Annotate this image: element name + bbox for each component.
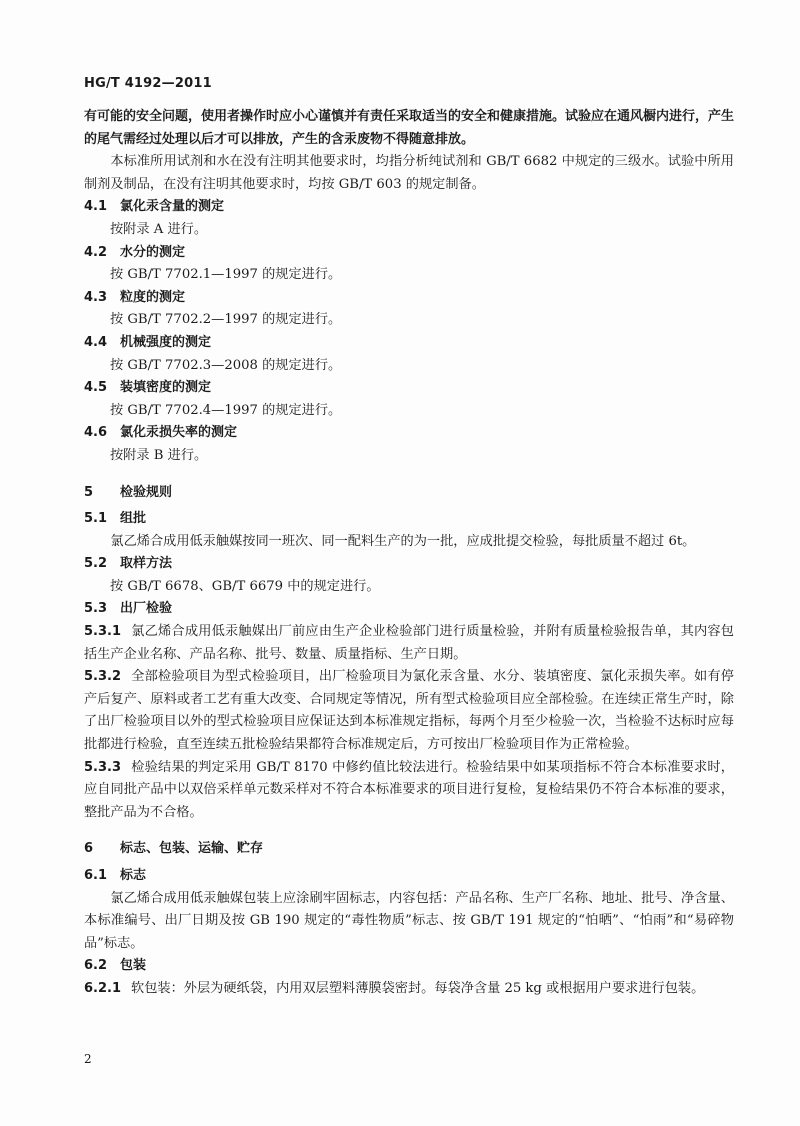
test-section-4-3 — [84, 287, 734, 332]
section-6-2-heading — [84, 955, 734, 978]
section-6-1-heading — [84, 865, 734, 888]
section-title: 出厂检验 — [120, 601, 173, 617]
test-section-4-4 — [84, 332, 734, 377]
section-number: 4.5 — [84, 380, 108, 396]
section-5-1-body: 氯乙烯合成用低汞触媒按同一班次、同一配料生产的为一批，应成批提交检验，每批质量不超过 6t。 — [110, 533, 696, 549]
section-5-2-body: 按 GB/T 6678、GB/T 6679 中的规定进行。 — [110, 578, 380, 594]
chapter-title: 标志、包装、运输、贮存 — [120, 841, 264, 857]
clause-text: 检验结果的判定采用 GB/T 8170 中修约值比较法进行。检验结果中如某项指标不符合本标准要求时，应自同批产品中以双倍采样单元数采样对不符合本标准要求的项目进行复检，复检结果仍不符合本标准的要求，整批产品为不合格。 — [84, 759, 734, 820]
section-body: 按 GB/T 7702.3—2008 的规定进行。 — [110, 357, 342, 373]
reagent-paragraph: 本标准所用试剂和水在没有注明其他要求时，均指分析纯试剂和 GB/T 6682 中规定的三级水。试验中所用制剂及制品，在没有注明其他要求时，均按 GB/T 603 的规定制备。 — [84, 154, 734, 192]
clause-number: 5.3.1 — [84, 624, 122, 640]
safety-paragraph: 有可能的安全问题，使用者操作时应小心谨慎并有责任采取适当的安全和健康措施。试验应在通风橱内进行，产生的尾气需经过处理以后才可以排放，产生的含汞废物不得随意排放。 — [84, 109, 735, 147]
section-title: 装填密度的测定 — [120, 380, 212, 396]
page-number: 2 — [84, 1052, 92, 1066]
test-section-4-1 — [84, 196, 734, 241]
section-number: 5.2 — [84, 556, 108, 572]
chapter-5-heading — [84, 482, 734, 505]
clause-number: 5.3.3 — [84, 759, 122, 775]
section-number: 6.1 — [84, 868, 108, 883]
clause-5-3-2 — [84, 666, 734, 756]
section-number: 4.6 — [84, 425, 108, 441]
clause-number: 5.3.2 — [84, 669, 122, 685]
section-5-1-heading — [84, 508, 734, 531]
section-number: 5.3 — [84, 601, 108, 617]
standard-code-header: HG/T 4192—2011 — [84, 76, 212, 91]
section-number: 6.2 — [84, 958, 108, 974]
chapter-number: 6 — [84, 841, 94, 857]
section-5-2-heading — [84, 553, 734, 576]
clause-text: 全部检验项目为型式检验项目，出厂检验项目为氯化汞含量、水分、装填密度、氯化汞损失率。如有停产后复产、原料或者工艺有重大改变、合同规定等情况，所有型式检验项目应全部检验。在连续正常生产时，除了出厂检验项目以外的型式检验项目应保证达到本标准规定指标，每两个月至少检验一次，当检验不达标时应每批都进行检验，直至连续五批检验结果都符合标准规定后，方可按出厂检验项目作为正常检验。 — [84, 669, 734, 753]
chapter-6-heading — [84, 838, 734, 861]
section-number: 4.2 — [84, 244, 108, 260]
section-number: 5.1 — [84, 511, 108, 527]
section-title: 组批 — [120, 511, 147, 527]
section-title: 包装 — [120, 958, 147, 974]
section-body: 按 GB/T 7702.4—1997 的规定进行。 — [110, 402, 342, 418]
test-section-4-2 — [84, 242, 734, 287]
section-title: 取样方法 — [120, 556, 173, 572]
clause-text: 软包装：外层为硬纸袋，内用双层塑料薄膜袋密封。每袋净含量 25 kg 或根据用户要求进行包装。 — [131, 980, 705, 996]
document-body — [84, 106, 734, 1001]
section-title: 水分的测定 — [120, 244, 186, 260]
section-number: 4.1 — [84, 199, 108, 215]
chapter-number: 5 — [84, 484, 94, 500]
section-body: 按 GB/T 7702.2—1997 的规定进行。 — [110, 312, 342, 328]
section-body: 按附录 A 进行。 — [110, 221, 208, 237]
section-body: 按 GB/T 7702.1—1997 的规定进行。 — [110, 267, 342, 283]
clause-6-2-1 — [84, 978, 734, 1001]
section-title: 机械强度的测定 — [120, 334, 212, 350]
chapter-title: 检验规则 — [120, 484, 173, 500]
section-number: 4.4 — [84, 334, 108, 350]
clause-text: 氯乙烯合成用低汞触媒出厂前应由生产企业检验部门进行质量检验，并附有质量检验报告单，其内容包括生产企业名称、产品名称、批号、数量、质量指标、生产日期。 — [84, 624, 734, 662]
section-body: 按附录 B 进行。 — [110, 447, 208, 463]
section-5-3-heading — [84, 598, 734, 621]
section-title: 氯化汞损失率的测定 — [120, 425, 238, 441]
section-number: 4.3 — [84, 289, 108, 305]
section-6-1-body: 氯乙烯合成用低汞触媒包装上应涂刷牢固标志，内容包括：产品名称、生产厂名称、地址、批号、净含量、本标准编号、出厂日期及按 GB 190 规定的“毒性物质”标志、按 GB/T 191 规定的“怕晒”、“怕雨”和“易碎物品”标志。 — [84, 890, 734, 951]
clause-5-3-3 — [84, 757, 734, 825]
clause-5-3-1 — [84, 621, 734, 666]
test-section-4-5 — [84, 377, 734, 422]
section-title: 标志 — [120, 868, 147, 883]
section-title: 粒度的测定 — [120, 289, 186, 305]
test-section-4-6 — [84, 422, 734, 467]
section-title: 氯化汞含量的测定 — [120, 199, 225, 215]
clause-number: 6.2.1 — [84, 980, 122, 996]
